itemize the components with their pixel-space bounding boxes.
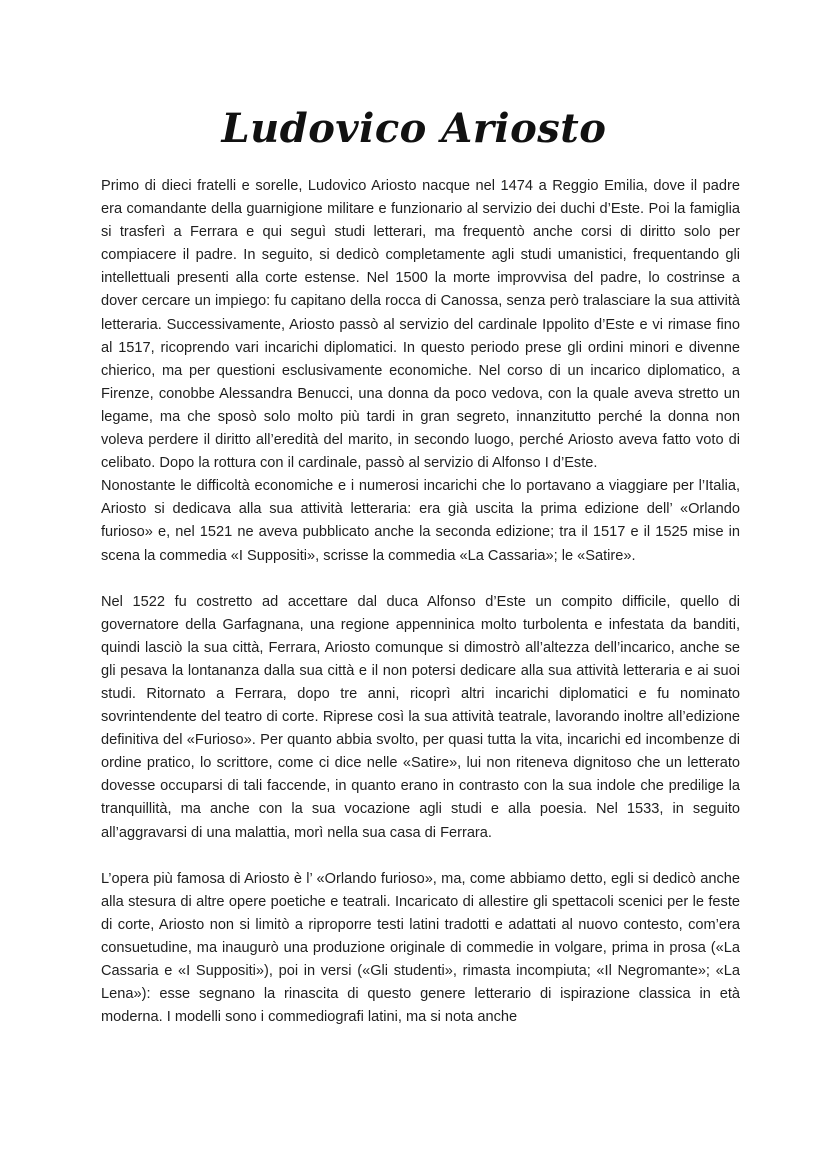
paragraph-garfagnana: Nel 1522 fu costretto ad accettare dal duca Alfonso d’Este un compito difficile, quello di governatore della Garfagnana, una regione appenninica molto turbolenta e infestata da banditi, quindi lasciò la sua città, Ferrara, Ariosto comunque si dimostrò all’altezza dell’incarico, anche se gli pesava la lontananza dalla sua città e il non potersi dedicare alla sua attività letteraria e ai suoi studi. Ritornato a Ferrara, dopo tre anni, ricoprì altri incarichi diplomatici e fu nominato sovrintendente del teatro di corte. Riprese così la sua attività teatrale, lavorando inoltre all’edizione definitiva del «Furioso». Per quanto abbia svolto, per quasi tutta la vita, incarichi ed incombenze di ordine pratico, lo scrittore, come ci dice nelle «Satire», lui non riteneva dignitoso che un letterato dovesse occuparsi di tali faccende, in quanto erano in contrasto con la sua indole che predilige la tranquillità, ma anche con la sua vocazione agli studi e alla poesia. Nel 1533, in seguito all’aggravarsi di una malattia, morì nella sua casa di Ferrara. <box>101 593 740 841</box>
document-body <box>101 175 740 1029</box>
document-title: Ludovico Ariosto <box>221 105 607 152</box>
paragraph-early-life: Primo di dieci fratelli e sorelle, Ludovico Ariosto nacque nel 1474 a Reggio Emilia, dove il padre era comandante della guarnigione militare e funzionario al servizio dei duchi d’Este. Poi la famiglia si trasferì a Ferrara e qui seguì studi letterari, ma frequentò anche corsi di diritto solo per compiacere il padre. In seguito, si dedicò completamente agli studi umanistici, frequentando gli intellettuali presenti alla corte estense. Nel 1500 la morte improvvisa del padre, lo costrinse a dover cercare un impiego: fu capitano della rocca di Canossa, senza però tralasciare la sua attività letteraria. Successivamente, Ariosto passò al servizio del cardinale Ippolito d’Este e vi rimase fino al 1517, ricoprendo vari incarichi diplomatici. In questo periodo prese gli ordini minori e divenne chierico, ma per questioni esclusivamente economiche. Nel corso di un incarico diplomatico, a Firenze, conobbe Alessandra Benucci, una donna da poco vedova, con la quale aveva stretto un legame, ma che sposò solo molto più tardi in gran segreto, innanzitutto perché la donna non voleva perdere il diritto all’eredità del marito, in secondo luogo, perché Ariosto aveva fatto voto di celibato. Dopo la rottura con il cardinale, passò al servizio di Alfonso I d’Este. <box>101 178 740 472</box>
paragraph-literary-activity: Nonostante le difficoltà economiche e i numerosi incarichi che lo portavano a viaggiare per l’Italia, Ariosto si dedicava alla sua attività letteraria: era già uscita la prima edizione dell’ «Orlando furioso» e, nel 1521 ne aveva pubblicato anche la seconda edizione; tra il 1517 e il 1525 mise in scena la commedia «I Suppositi», scrisse la commedia «La Cassaria»; le «Satire». <box>101 478 740 564</box>
paragraph-works: L’opera più famosa di Ariosto è l’ «Orlando furioso», ma, come abbiamo detto, egli si dedicò anche alla stesura di altre opere poetiche e teatrali. Incaricato di allestire gli spettacoli scenici per le feste di corte, Ariosto non si limitò a riproporre testi latini tradotti e adattati al nuovo contesto, com’era consuetudine, ma inaugurò una produzione originale di commedie in volgare, prima in prosa («La Cassaria e «I Suppositi»), poi in versi («Gli studenti», rimasta incompiuta; «Il Negromante»; «La Lena»): esse segnano la rinascita di questo genere letterario di ispirazione classica in età moderna. I modelli sono i commediografi latini, ma si nota anche <box>101 870 740 1026</box>
